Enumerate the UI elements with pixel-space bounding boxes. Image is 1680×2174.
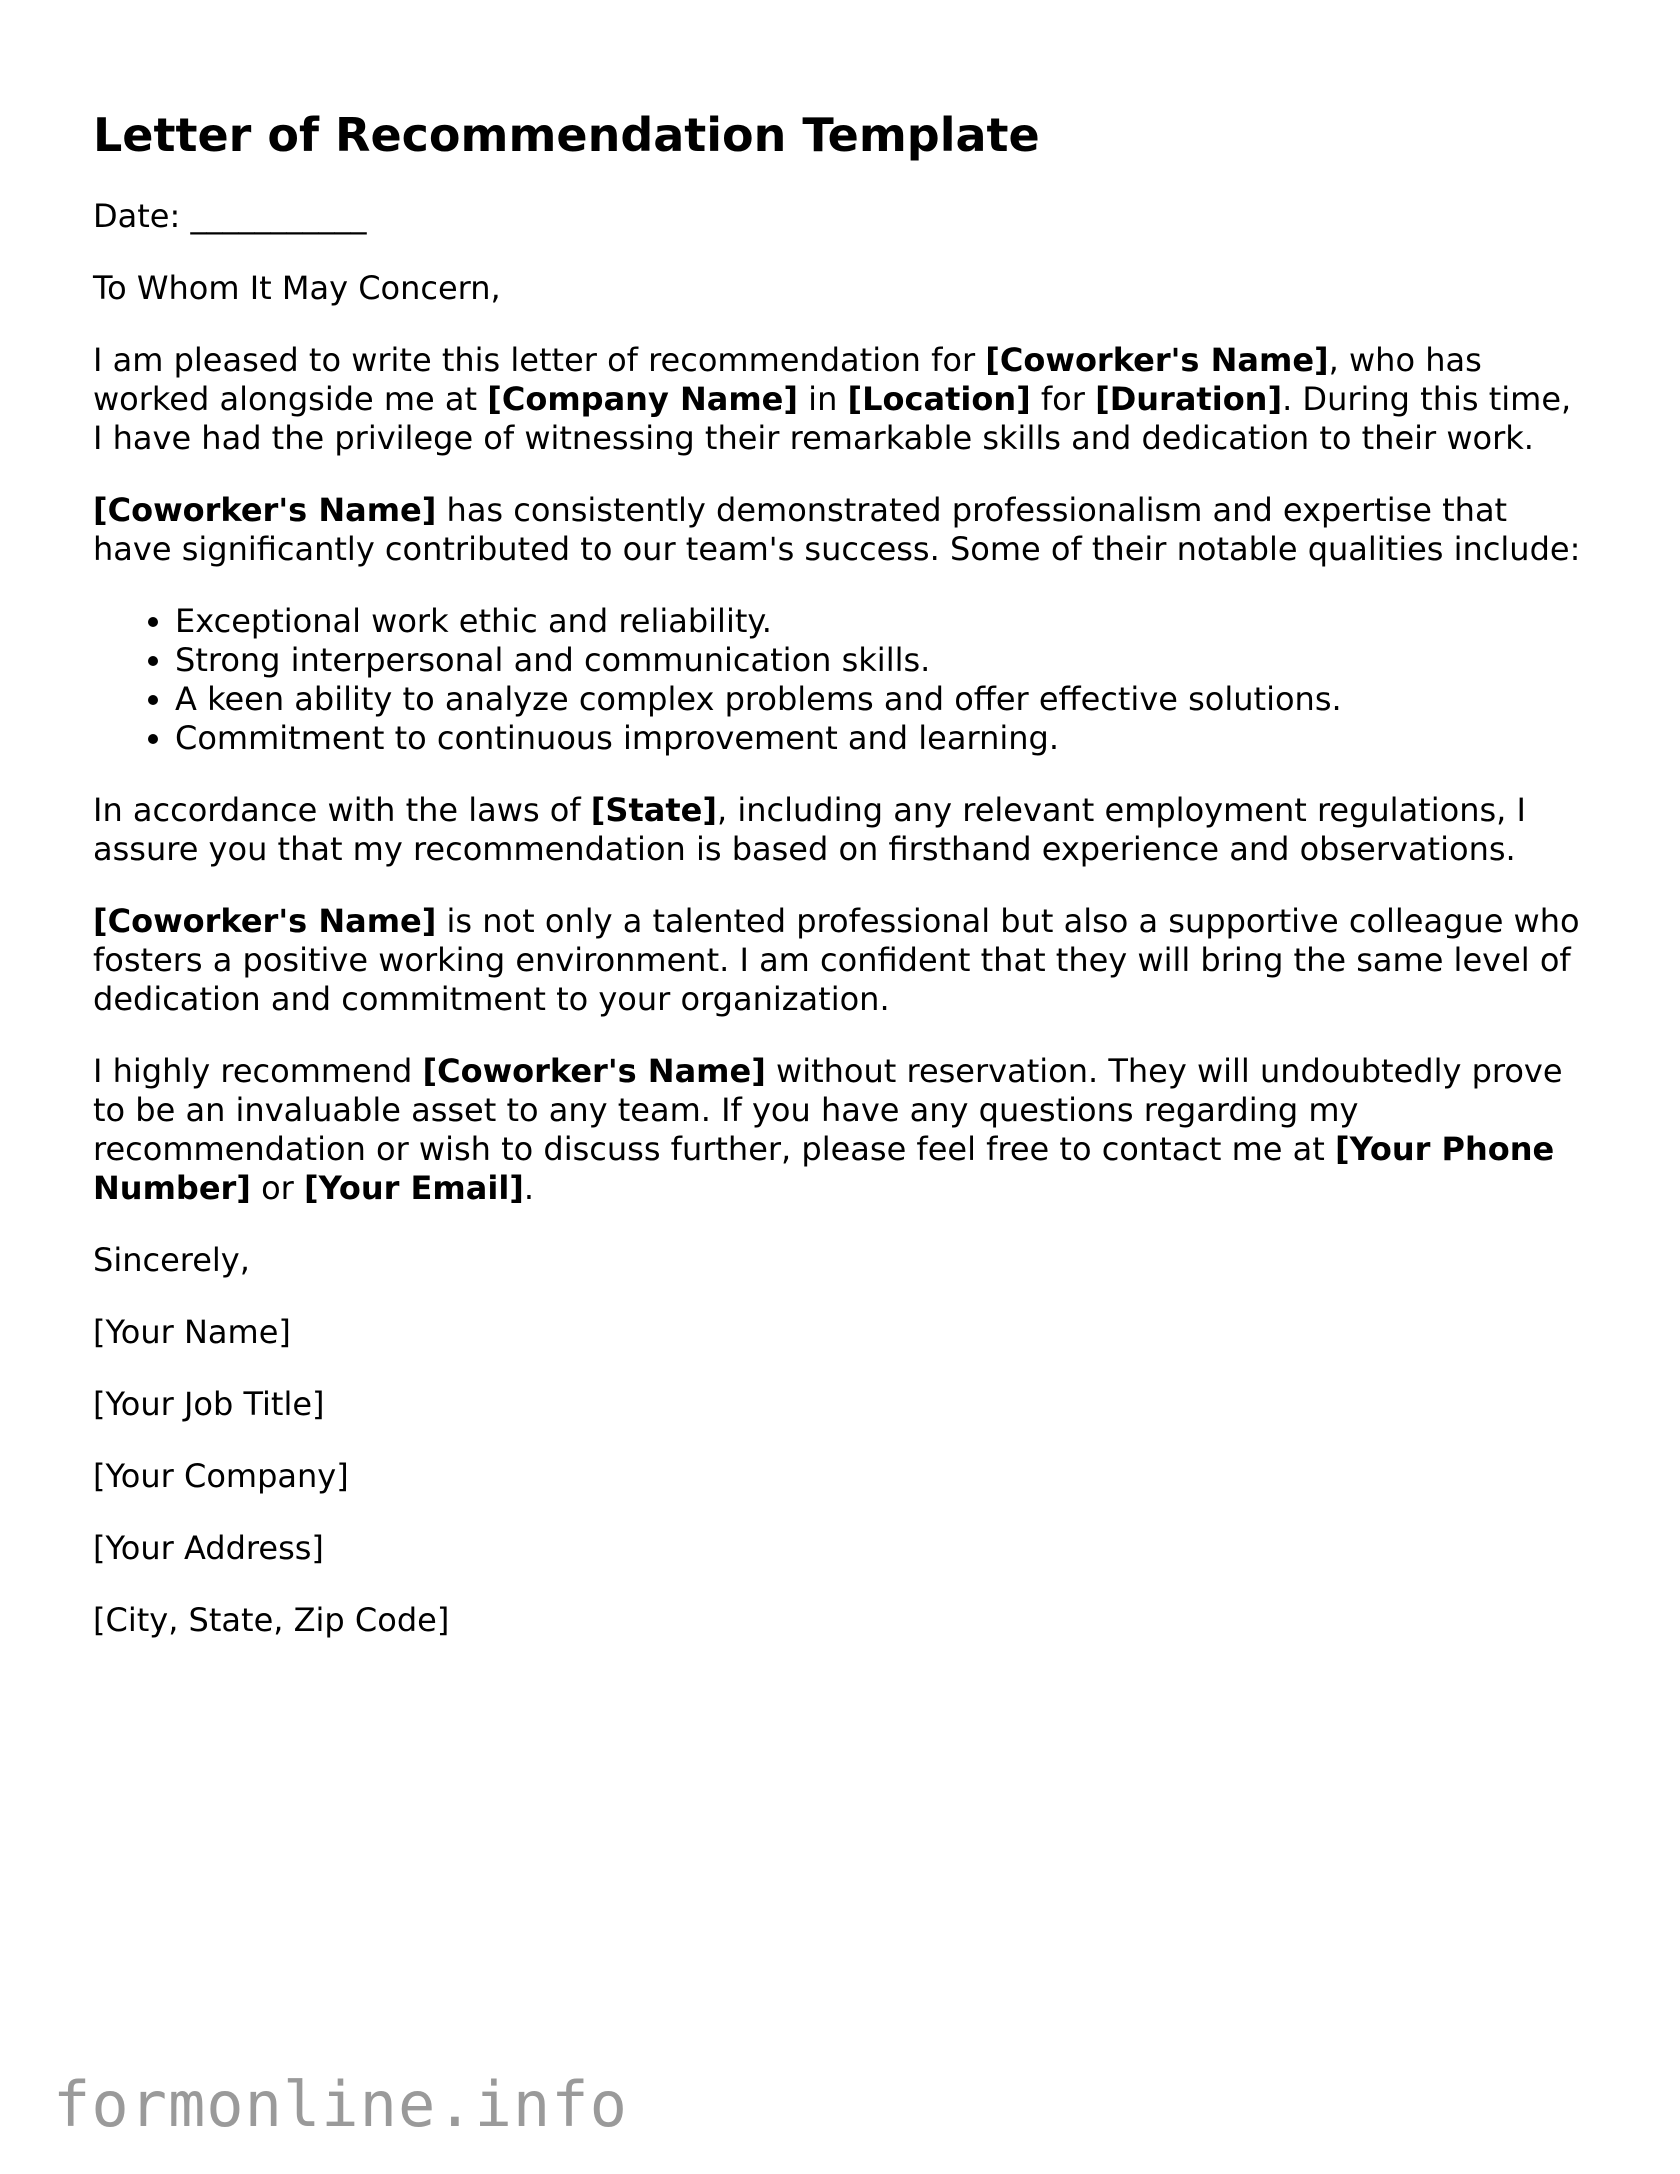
qualities-intro-paragraph	[93, 491, 1587, 569]
list-item: • Commitment to continuous improvement and learning.	[175, 719, 1587, 758]
recommendation-paragraph	[93, 1052, 1587, 1208]
list-item: • Strong interpersonal and communication skills.	[175, 641, 1587, 680]
watermark: formonline.info	[53, 2068, 628, 2141]
legal-paragraph	[93, 791, 1587, 869]
placeholder-field: [Location]	[847, 380, 1031, 419]
placeholder-field: [Your Phone Number]	[93, 1130, 1555, 1208]
placeholder-field: [Duration]	[1095, 380, 1283, 419]
placeholder-field: [Your Email]	[304, 1169, 524, 1208]
placeholder-field: [State]	[590, 791, 717, 830]
salutation: To Whom It May Concern,	[93, 269, 501, 308]
text-segment: . During this time, I have had the privilege of witnessing their remarkable skills and dedication to their work.	[93, 380, 1572, 458]
signature-company: [Your Company]	[93, 1457, 349, 1496]
signature-address: [Your Address]	[93, 1529, 324, 1568]
text-segment: has consistently demonstrated professionalism and expertise that have significantly contributed to our team's success. Some of their notable qualities include:	[93, 491, 1581, 569]
list-item: • A keen ability to analyze complex problems and offer effective solutions.	[175, 680, 1587, 719]
text-segment: for	[1030, 380, 1096, 419]
placeholder-field: [Company Name]	[487, 380, 798, 419]
page-title: Letter of Recommendation Template	[93, 108, 1040, 162]
text-segment: , who has worked alongside me at	[93, 341, 1482, 419]
intro-paragraph	[93, 341, 1587, 458]
letter-page	[93, 108, 1587, 1673]
signature-city-state-zip: [City, State, Zip Code]	[93, 1601, 450, 1640]
colleague-paragraph	[93, 902, 1587, 1019]
placeholder-field: [Coworker's Name]	[985, 341, 1329, 380]
text-segment: I highly recommend	[93, 1052, 423, 1091]
closing: Sincerely,	[93, 1241, 250, 1280]
qualities-list	[93, 602, 1587, 758]
placeholder-field: [Coworker's Name]	[93, 902, 437, 941]
text-segment: in	[798, 380, 848, 419]
text-segment: .	[523, 1169, 535, 1208]
text-segment: , including any relevant employment regulations, I assure you that my recommendation is based on firsthand experience and observations.	[93, 791, 1526, 869]
text-segment: is not only a talented professional but also a supportive colleague who fosters a positive working environment. I am confident that they will bring the same level of dedication and commitment to your organization.	[93, 902, 1580, 1019]
text-segment: or	[250, 1169, 304, 1208]
placeholder-field: [Coworker's Name]	[422, 1052, 766, 1091]
placeholder-field: [Coworker's Name]	[93, 491, 437, 530]
date-line: Date: ___________	[93, 197, 367, 236]
signature-name: [Your Name]	[93, 1313, 291, 1352]
text-segment: without reservation. They will undoubtedly prove to be an invaluable asset to any team. If you have any questions regarding my recommendation or wish to discuss further, please feel free to contact me at	[93, 1052, 1563, 1169]
signature-job-title: [Your Job Title]	[93, 1385, 325, 1424]
text-segment: In accordance with the laws of	[93, 791, 591, 830]
text-segment: I am pleased to write this letter of recommendation for	[93, 341, 986, 380]
list-item: • Exceptional work ethic and reliability.	[175, 602, 1587, 641]
